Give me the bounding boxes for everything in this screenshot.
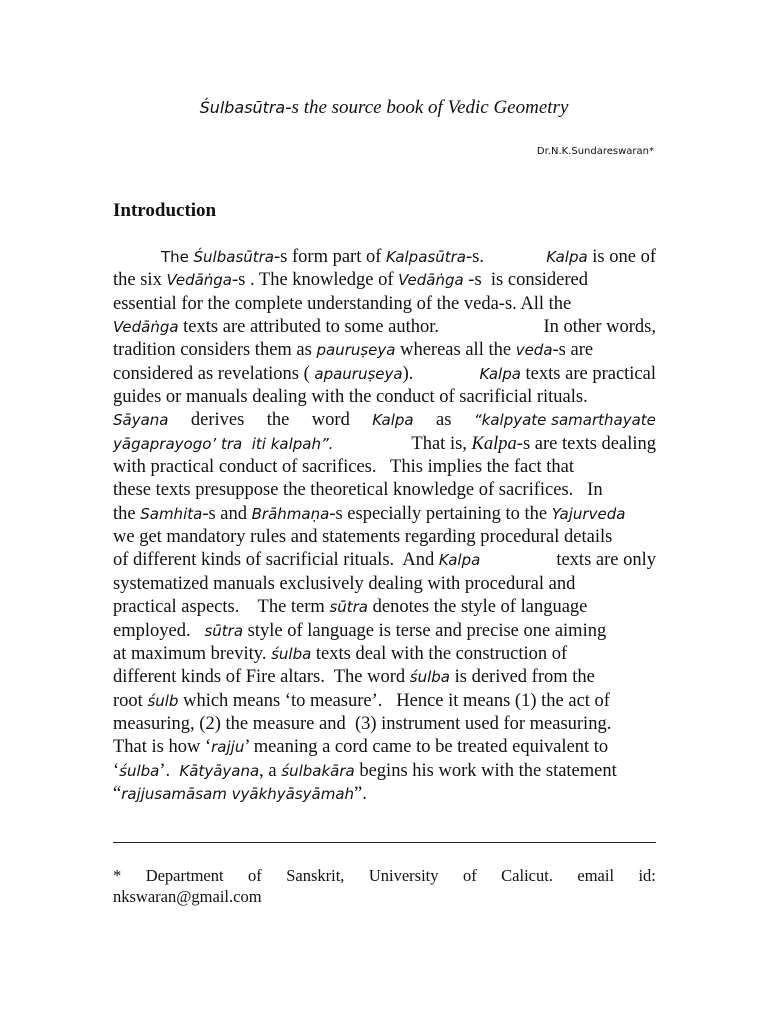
footnote — [113, 865, 656, 907]
text-line: yāgaprayogo’ tra iti kalpah”. That is, Kalpa-s are texts dealing — [113, 433, 656, 454]
text-line: considered as revelations ( apauruṣeya). Kalpa texts are practical — [113, 363, 656, 384]
text-line: essential for the complete understanding of the veda-s. All the — [113, 293, 572, 314]
text-line: these texts presuppose the theoretical knowledge of sacrifices. In — [113, 480, 603, 501]
text-line: guides or manuals dealing with the conduct of sacrificial rituals. — [113, 387, 588, 408]
text-line: with practical conduct of sacrifices. This implies the fact that — [113, 457, 574, 478]
author-name: Dr.N.K.Sundareswaran* — [536, 146, 654, 157]
text-line: measuring, (2) the measure and (3) instrument used for measuring. — [113, 713, 612, 734]
introduction-paragraph — [113, 246, 656, 806]
footnote-divider — [113, 842, 656, 843]
text-line: tradition considers them as pauruṣeya whereas all the veda-s are — [113, 340, 594, 361]
footnote-email: nkswaran@gmail.com — [113, 887, 262, 906]
section-heading: Introduction — [113, 200, 217, 221]
text-line: employed. sūtra style of language is terse and precise one aiming — [113, 620, 607, 641]
text-line: systematized manuals exclusively dealing with procedural and — [113, 573, 576, 594]
text-line: at maximum brevity. śulba texts deal with the construction of — [113, 643, 568, 664]
text-line: of different kinds of sacrificial rituals. And Kalpa texts are only — [113, 550, 656, 571]
text-line: different kinds of Fire altars. The word śulba is derived from the — [113, 667, 595, 688]
text-line: ‘śulba’. Kātyāyana, a śulbakāra begins his work with the statement — [113, 760, 617, 781]
footnote-line: * Department of Sanskrit, University of Calicut. email id: — [113, 866, 656, 885]
text-line: The Śulbasūtra-s form part of Kalpasūtra-s. Kalpa is one of — [161, 247, 656, 267]
text-line: root śulb which means ‘to measure’. Hence it means (1) the act of — [113, 690, 610, 711]
document-title: Śulbasūtra-s the source book of Vedic Geometry — [199, 97, 569, 118]
text-line: Sāyana derives the word Kalpa as “kalpyate samarthayate — [113, 410, 656, 431]
text-line: practical aspects. The term sūtra denotes the style of language — [113, 597, 588, 618]
text-line: the Samhita-s and Brāhmaṇa-s especially pertaining to the Yajurveda — [113, 503, 626, 524]
text-line: That is how ‘rajju’ meaning a cord came to be treated equivalent to — [113, 737, 609, 758]
text-line: Vedāṅga texts are attributed to some author. In other words, — [113, 317, 656, 338]
text-line: we get mandatory rules and statements regarding procedural details — [113, 527, 613, 548]
text-line: the six Vedāṅga-s . The knowledge of Vedāṅga -s is considered — [113, 270, 589, 291]
text-line: “rajjusamāsam vyākhyāsyāmah”. — [113, 783, 367, 804]
